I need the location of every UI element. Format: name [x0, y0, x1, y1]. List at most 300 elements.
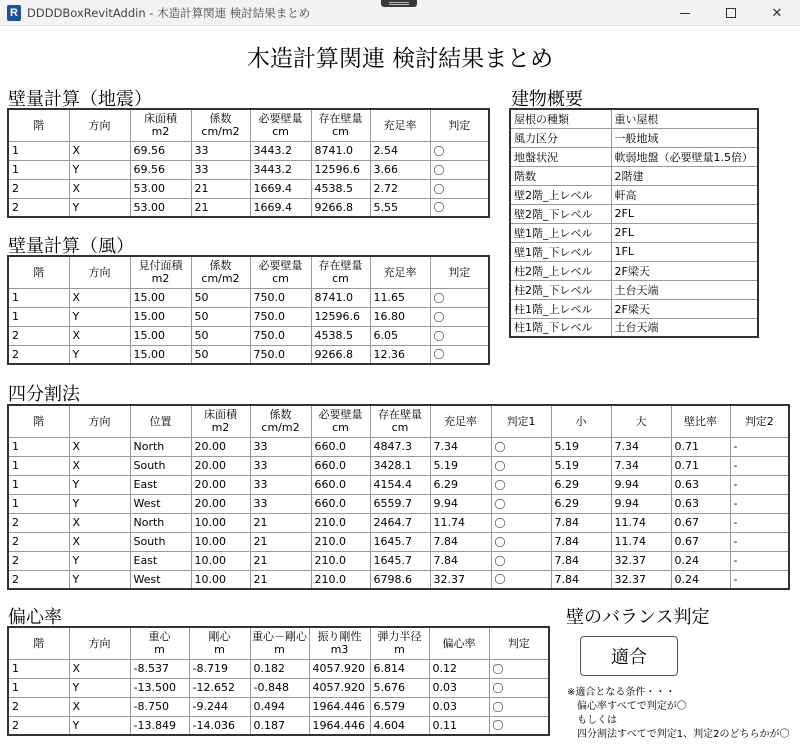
- table-cell: 5.19: [430, 456, 491, 475]
- table-cell: X: [69, 326, 130, 345]
- table-cell: X: [69, 697, 130, 716]
- column-header: 壁比率: [671, 405, 730, 437]
- table-cell: South: [130, 532, 191, 551]
- column-header: 階: [8, 405, 69, 437]
- table-cell: 0.71: [671, 456, 730, 475]
- table-row[interactable]: [8, 141, 489, 160]
- table-cell: 750.0: [250, 288, 311, 307]
- table-cell: 4.604: [370, 716, 429, 735]
- section-title-overview: 建物概要: [511, 89, 583, 110]
- table-cell: 〇: [491, 437, 551, 456]
- table-row[interactable]: [8, 532, 789, 551]
- table-cell: 2: [8, 570, 69, 589]
- table-cell: 2.72: [370, 179, 430, 198]
- table-cell: 50: [191, 307, 250, 326]
- table-cell: 53.00: [130, 198, 191, 217]
- table-cell: North: [130, 513, 191, 532]
- overview-row[interactable]: [510, 261, 758, 280]
- table-cell: 2: [8, 198, 69, 217]
- table-cell: 6559.7: [370, 494, 430, 513]
- column-header: 弾力半径 m: [370, 627, 429, 659]
- table-row[interactable]: [8, 494, 789, 513]
- column-header: 床面積 m2: [191, 405, 250, 437]
- table-row[interactable]: [8, 437, 789, 456]
- table-cell: 210.0: [311, 551, 370, 570]
- column-header: 方向: [69, 109, 130, 141]
- column-header: 充足率: [430, 405, 491, 437]
- column-header: 存在壁量 cm: [311, 256, 370, 288]
- table-cell: 0.03: [429, 678, 489, 697]
- table-cell: Y: [69, 198, 130, 217]
- table-cell: 33: [191, 160, 250, 179]
- table-row[interactable]: [8, 513, 789, 532]
- table-cell: -8.750: [130, 697, 189, 716]
- table-cell: 柱2階_上レベル: [510, 261, 611, 280]
- table-cell: 〇: [491, 570, 551, 589]
- overview-row[interactable]: [510, 128, 758, 147]
- table-cell: 6.579: [370, 697, 429, 716]
- table-cell: 2: [8, 179, 69, 198]
- table-cell: Y: [69, 307, 130, 326]
- table-cell: 33: [250, 437, 311, 456]
- table-cell: 12596.6: [311, 160, 370, 179]
- table-cell: 9266.8: [311, 198, 370, 217]
- table-cell: Y: [69, 551, 130, 570]
- column-header: 存在壁量 cm: [370, 405, 430, 437]
- column-header: 方向: [69, 405, 130, 437]
- table-cell: Y: [69, 678, 130, 697]
- table-cell: 軒高: [611, 185, 758, 204]
- table-cell: 軟弱地盤（必要壁量1.5倍）: [611, 147, 758, 166]
- table-cell: 〇: [430, 345, 489, 364]
- table-cell: 〇: [430, 141, 489, 160]
- table-cell: 4847.3: [370, 437, 430, 456]
- table-cell: 3428.1: [370, 456, 430, 475]
- table-cell: 柱2階_下レベル: [510, 280, 611, 299]
- column-header: 方向: [69, 256, 130, 288]
- minimize-button[interactable]: [662, 0, 708, 26]
- table-cell: 壁2階_上レベル: [510, 185, 611, 204]
- maximize-icon: [726, 8, 736, 18]
- table-cell: 15.00: [130, 326, 191, 345]
- table-cell: 7.34: [611, 456, 671, 475]
- building-overview-table: [509, 108, 759, 338]
- table-cell: 10.00: [191, 532, 250, 551]
- table-cell: 12.36: [370, 345, 430, 364]
- table-cell: 壁1階_下レベル: [510, 242, 611, 261]
- table-cell: 21: [250, 513, 311, 532]
- note-line: 四分割法すべてで判定1、判定2のどちらかが〇: [577, 729, 790, 740]
- table-row[interactable]: [8, 678, 549, 697]
- eccentricity-table: [7, 626, 550, 736]
- table-cell: 土台天端: [611, 318, 758, 337]
- table-cell: 土台天端: [611, 280, 758, 299]
- table-cell: 〇: [430, 179, 489, 198]
- table-cell: 9.94: [611, 475, 671, 494]
- table-cell: 21: [191, 179, 250, 198]
- table-cell: 〇: [489, 678, 549, 697]
- table-cell: 12596.6: [311, 307, 370, 326]
- table-row[interactable]: [8, 475, 789, 494]
- table-cell: 0.24: [671, 570, 730, 589]
- seismic-wall-table: [7, 108, 490, 218]
- column-header: 充足率: [370, 256, 430, 288]
- table-cell: 8741.0: [311, 288, 370, 307]
- table-cell: 0.67: [671, 513, 730, 532]
- table-cell: Y: [69, 570, 130, 589]
- table-cell: 750.0: [250, 326, 311, 345]
- table-cell: 0.71: [671, 437, 730, 456]
- table-cell: -: [730, 456, 789, 475]
- note-line: もしくは: [577, 715, 617, 726]
- section-title-balance: 壁のバランス判定: [566, 607, 710, 628]
- table-cell: 0.63: [671, 494, 730, 513]
- table-cell: 20.00: [191, 494, 250, 513]
- table-cell: 750.0: [250, 307, 311, 326]
- table-cell: 5.19: [551, 456, 611, 475]
- table-cell: 4057.920: [309, 678, 370, 697]
- table-cell: -: [730, 532, 789, 551]
- table-cell: -12.652: [189, 678, 250, 697]
- table-cell: 1FL: [611, 242, 758, 261]
- column-header: 係数 cm/m2: [250, 405, 311, 437]
- table-cell: X: [69, 437, 130, 456]
- table-cell: Y: [69, 475, 130, 494]
- table-cell: 6.814: [370, 659, 429, 678]
- table-cell: 1669.4: [250, 179, 311, 198]
- table-cell: 1: [8, 456, 69, 475]
- minimize-icon: [680, 13, 690, 14]
- table-cell: 21: [250, 551, 311, 570]
- table-cell: 2: [8, 513, 69, 532]
- table-cell: 柱1階_下レベル: [510, 318, 611, 337]
- overview-row[interactable]: [510, 109, 758, 128]
- table-cell: 11.74: [430, 513, 491, 532]
- overview-row[interactable]: [510, 204, 758, 223]
- table-cell: 4154.4: [370, 475, 430, 494]
- overview-row[interactable]: [510, 242, 758, 261]
- table-cell: 21: [250, 570, 311, 589]
- table-cell: -: [730, 551, 789, 570]
- table-cell: 2F梁天: [611, 261, 758, 280]
- table-cell: 2: [8, 532, 69, 551]
- maximize-button[interactable]: [708, 0, 754, 26]
- wind-wall-table: [7, 255, 490, 365]
- table-cell: Y: [69, 160, 130, 179]
- table-cell: 6.29: [551, 494, 611, 513]
- table-cell: 32.37: [611, 570, 671, 589]
- table-cell: 10.00: [191, 551, 250, 570]
- table-cell: 1: [8, 678, 69, 697]
- table-cell: 0.03: [429, 697, 489, 716]
- table-cell: X: [69, 513, 130, 532]
- table-cell: 風力区分: [510, 128, 611, 147]
- table-cell: 0.494: [250, 697, 309, 716]
- table-cell: 1: [8, 307, 69, 326]
- column-header: 小: [551, 405, 611, 437]
- table-cell: 1645.7: [370, 532, 430, 551]
- table-cell: 〇: [430, 326, 489, 345]
- table-cell: 一般地域: [611, 128, 758, 147]
- table-cell: Y: [69, 494, 130, 513]
- drag-grip-handle[interactable]: [381, 0, 417, 7]
- table-cell: 7.34: [430, 437, 491, 456]
- table-cell: 1: [8, 160, 69, 179]
- table-cell: 1: [8, 437, 69, 456]
- column-header: 判定: [430, 256, 489, 288]
- column-header: 大: [611, 405, 671, 437]
- table-cell: 0.67: [671, 532, 730, 551]
- table-cell: 7.84: [551, 513, 611, 532]
- table-cell: 〇: [491, 551, 551, 570]
- table-row[interactable]: [8, 198, 489, 217]
- table-cell: 0.187: [250, 716, 309, 735]
- table-cell: 4538.5: [311, 326, 370, 345]
- window-title: DDDDBoxRevitAddin - 木造計算関連 検討結果まとめ: [27, 6, 311, 20]
- table-cell: 32.37: [430, 570, 491, 589]
- title-bar: [0, 0, 800, 26]
- table-cell: 7.84: [551, 532, 611, 551]
- table-cell: 〇: [491, 532, 551, 551]
- table-cell: 柱1階_上レベル: [510, 299, 611, 318]
- table-cell: 9.94: [611, 494, 671, 513]
- table-cell: 〇: [491, 494, 551, 513]
- table-row[interactable]: [8, 307, 489, 326]
- table-cell: 660.0: [311, 494, 370, 513]
- column-header: 必要壁量 cm: [250, 256, 311, 288]
- table-row[interactable]: [8, 659, 549, 678]
- table-cell: 5.19: [551, 437, 611, 456]
- section-title-quarter: 四分割法: [8, 384, 80, 405]
- table-cell: 4538.5: [311, 179, 370, 198]
- table-cell: 5.676: [370, 678, 429, 697]
- table-cell: 屋根の種類: [510, 109, 611, 128]
- section-title-wind: 壁量計算（風）: [8, 236, 134, 257]
- overview-row[interactable]: [510, 223, 758, 242]
- table-cell: 〇: [489, 697, 549, 716]
- table-cell: 〇: [430, 160, 489, 179]
- table-cell: East: [130, 475, 191, 494]
- column-header: 方向: [69, 627, 130, 659]
- table-cell: 7.34: [611, 437, 671, 456]
- overview-row[interactable]: [510, 280, 758, 299]
- column-header: 剛心 m: [189, 627, 250, 659]
- table-cell: 210.0: [311, 570, 370, 589]
- table-cell: -: [730, 475, 789, 494]
- table-cell: -14.036: [189, 716, 250, 735]
- table-cell: 0.24: [671, 551, 730, 570]
- table-cell: 5.55: [370, 198, 430, 217]
- table-cell: 〇: [430, 288, 489, 307]
- table-cell: 〇: [489, 659, 549, 678]
- table-cell: 1: [8, 141, 69, 160]
- section-title-eccentric: 偏心率: [8, 607, 62, 628]
- table-cell: X: [69, 179, 130, 198]
- table-row[interactable]: [8, 456, 789, 475]
- table-cell: 重い屋根: [611, 109, 758, 128]
- column-header: 係数 cm/m2: [191, 109, 250, 141]
- table-cell: South: [130, 456, 191, 475]
- table-cell: -8.719: [189, 659, 250, 678]
- table-cell: -: [730, 494, 789, 513]
- column-header: 必要壁量 cm: [311, 405, 370, 437]
- table-cell: -8.537: [130, 659, 189, 678]
- table-cell: 33: [250, 475, 311, 494]
- column-header: 階: [8, 256, 69, 288]
- table-cell: 21: [191, 198, 250, 217]
- table-cell: 壁1階_上レベル: [510, 223, 611, 242]
- table-cell: 1964.446: [309, 697, 370, 716]
- table-cell: 地盤状況: [510, 147, 611, 166]
- table-cell: 660.0: [311, 437, 370, 456]
- revit-app-icon: R: [7, 5, 21, 21]
- table-cell: 9266.8: [311, 345, 370, 364]
- table-cell: North: [130, 437, 191, 456]
- balance-result-button[interactable]: 適合: [580, 636, 678, 676]
- table-cell: X: [69, 659, 130, 678]
- table-cell: -: [730, 513, 789, 532]
- table-cell: 1669.4: [250, 198, 311, 217]
- table-cell: 33: [191, 141, 250, 160]
- table-cell: West: [130, 494, 191, 513]
- overview-row[interactable]: [510, 147, 758, 166]
- table-cell: 1: [8, 494, 69, 513]
- table-cell: 69.56: [130, 141, 191, 160]
- table-cell: 1: [8, 288, 69, 307]
- table-cell: 15.00: [130, 345, 191, 364]
- note-line: ※適合となる条件・・・: [567, 687, 676, 698]
- column-header: 床面積 m2: [130, 109, 191, 141]
- table-cell: Y: [69, 716, 130, 735]
- table-cell: 660.0: [311, 475, 370, 494]
- table-cell: 〇: [491, 475, 551, 494]
- table-row[interactable]: [8, 179, 489, 198]
- table-cell: 壁2階_下レベル: [510, 204, 611, 223]
- table-cell: 2: [8, 716, 69, 735]
- column-header: 階: [8, 627, 69, 659]
- table-cell: 20.00: [191, 475, 250, 494]
- table-cell: West: [130, 570, 191, 589]
- table-cell: 3.66: [370, 160, 430, 179]
- table-cell: 32.37: [611, 551, 671, 570]
- table-cell: 9.94: [430, 494, 491, 513]
- table-cell: 20.00: [191, 456, 250, 475]
- table-cell: 6.29: [430, 475, 491, 494]
- table-cell: 〇: [491, 513, 551, 532]
- table-cell: 2FL: [611, 223, 758, 242]
- table-row[interactable]: [8, 160, 489, 179]
- column-header: 存在壁量 cm: [311, 109, 370, 141]
- table-cell: 50: [191, 288, 250, 307]
- table-cell: 2: [8, 326, 69, 345]
- table-cell: 10.00: [191, 570, 250, 589]
- table-cell: 7.84: [430, 551, 491, 570]
- table-cell: 2: [8, 551, 69, 570]
- table-cell: 2階建: [611, 166, 758, 185]
- column-header: 重心 m: [130, 627, 189, 659]
- table-cell: 2FL: [611, 204, 758, 223]
- overview-row[interactable]: [510, 318, 758, 337]
- table-cell: 4057.920: [309, 659, 370, 678]
- table-row[interactable]: [8, 345, 489, 364]
- table-cell: 2: [8, 345, 69, 364]
- table-cell: 0.12: [429, 659, 489, 678]
- table-cell: 1: [8, 475, 69, 494]
- table-cell: 階数: [510, 166, 611, 185]
- table-cell: -: [730, 570, 789, 589]
- table-cell: Y: [69, 345, 130, 364]
- table-cell: -9.244: [189, 697, 250, 716]
- table-cell: 〇: [430, 307, 489, 326]
- table-cell: 1964.446: [309, 716, 370, 735]
- table-cell: X: [69, 456, 130, 475]
- table-cell: 6798.6: [370, 570, 430, 589]
- table-row[interactable]: [8, 570, 789, 589]
- table-cell: 1645.7: [370, 551, 430, 570]
- table-cell: 210.0: [311, 532, 370, 551]
- table-cell: 3443.2: [250, 141, 311, 160]
- column-header: 階: [8, 109, 69, 141]
- table-cell: 50: [191, 345, 250, 364]
- table-row[interactable]: [8, 288, 489, 307]
- table-cell: 〇: [489, 716, 549, 735]
- table-cell: X: [69, 532, 130, 551]
- table-cell: 210.0: [311, 513, 370, 532]
- overview-row[interactable]: [510, 185, 758, 204]
- overview-row[interactable]: [510, 166, 758, 185]
- table-cell: 16.80: [370, 307, 430, 326]
- table-cell: 7.84: [551, 551, 611, 570]
- table-cell: 10.00: [191, 513, 250, 532]
- column-header: 見付面積 m2: [130, 256, 191, 288]
- table-cell: -: [730, 437, 789, 456]
- close-icon: ✕: [771, 5, 783, 21]
- table-row[interactable]: [8, 551, 789, 570]
- column-header: 位置: [130, 405, 191, 437]
- column-header: 偏心率: [429, 627, 489, 659]
- table-cell: East: [130, 551, 191, 570]
- overview-row[interactable]: [510, 299, 758, 318]
- table-row[interactable]: [8, 697, 549, 716]
- column-header: 振り剛性 m3: [309, 627, 370, 659]
- column-header: 判定1: [491, 405, 551, 437]
- table-cell: -13.500: [130, 678, 189, 697]
- table-cell: 69.56: [130, 160, 191, 179]
- table-cell: 750.0: [250, 345, 311, 364]
- table-cell: 11.74: [611, 513, 671, 532]
- close-button[interactable]: [754, 0, 800, 26]
- table-row[interactable]: [8, 716, 549, 735]
- table-cell: 11.65: [370, 288, 430, 307]
- balance-condition-note: [567, 686, 790, 742]
- table-cell: 0.11: [429, 716, 489, 735]
- table-cell: 15.00: [130, 307, 191, 326]
- table-cell: 3443.2: [250, 160, 311, 179]
- table-row[interactable]: [8, 326, 489, 345]
- table-cell: 0.63: [671, 475, 730, 494]
- table-cell: 8741.0: [311, 141, 370, 160]
- column-header: 重心－剛心 m: [250, 627, 309, 659]
- table-cell: 15.00: [130, 288, 191, 307]
- table-cell: 1: [8, 659, 69, 678]
- table-cell: 0.182: [250, 659, 309, 678]
- table-cell: 2.54: [370, 141, 430, 160]
- section-title-seismic: 壁量計算（地震）: [8, 89, 152, 110]
- table-cell: 〇: [491, 456, 551, 475]
- column-header: 判定: [489, 627, 549, 659]
- table-cell: 〇: [430, 198, 489, 217]
- table-cell: 33: [250, 456, 311, 475]
